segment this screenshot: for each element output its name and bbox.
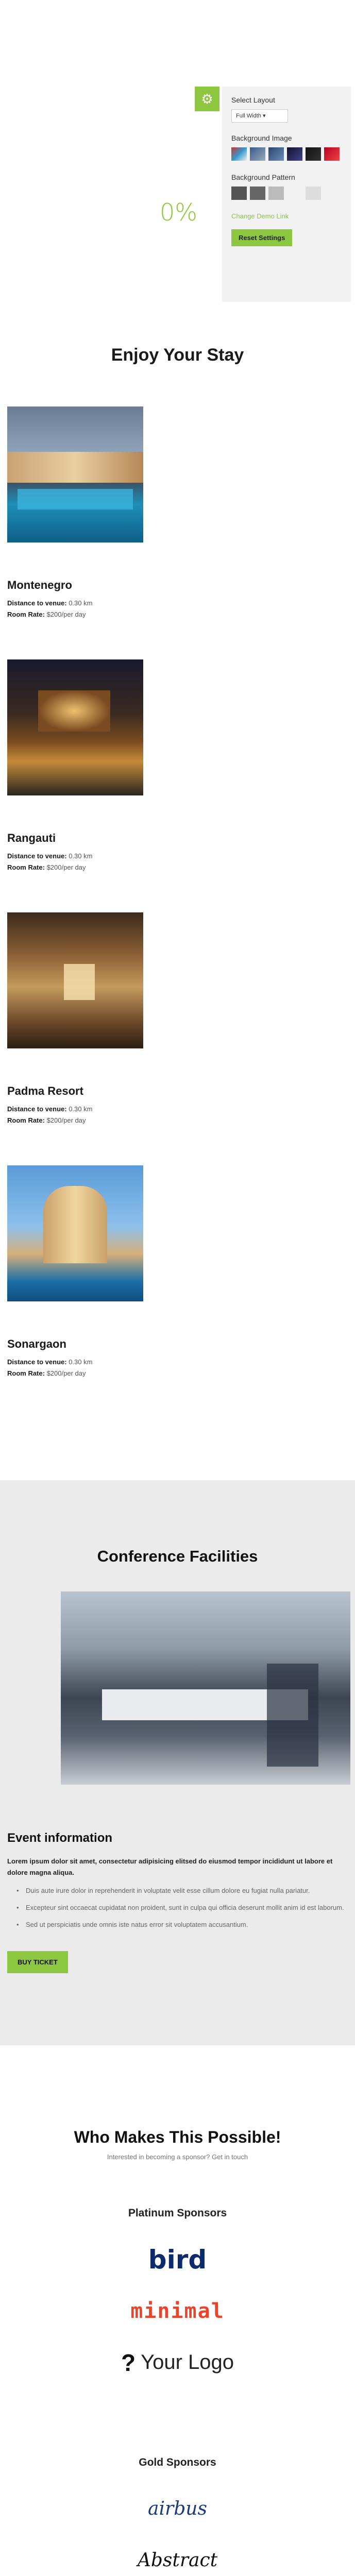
loader-percent: 0% bbox=[160, 198, 197, 226]
style-switcher-panel bbox=[222, 87, 351, 302]
bg-image-option[interactable] bbox=[306, 147, 321, 161]
conference-image bbox=[61, 1591, 350, 1785]
bg-image-option[interactable] bbox=[231, 147, 247, 161]
hotel-card bbox=[7, 659, 348, 871]
layout-label: Select Layout bbox=[231, 96, 275, 104]
change-demo-link[interactable]: Change Demo Link bbox=[231, 212, 289, 220]
event-info-title: Event information bbox=[7, 1831, 113, 1845]
bg-pattern-options bbox=[231, 187, 342, 200]
hotel-card bbox=[7, 912, 348, 1124]
sponsors-section bbox=[0, 2045, 355, 2576]
layout-select[interactable]: Full Width ▾ bbox=[231, 109, 288, 123]
hotel-rate: Room Rate: $200/per day bbox=[7, 1369, 86, 1377]
hotel-image bbox=[7, 406, 143, 543]
conference-title: Conference Facilities bbox=[97, 1547, 258, 1565]
bg-image-option[interactable] bbox=[287, 147, 302, 161]
bg-pattern-label: Background Pattern bbox=[231, 173, 295, 181]
event-bullet-list bbox=[7, 1886, 348, 1930]
bg-pattern-option[interactable] bbox=[287, 187, 302, 200]
bg-pattern-option[interactable] bbox=[231, 187, 247, 200]
reset-settings-button[interactable]: Reset Settings bbox=[231, 229, 292, 246]
bg-image-label: Background Image bbox=[231, 134, 292, 142]
hotel-name: Rangauti bbox=[7, 832, 56, 844]
sponsor-logo-bird[interactable]: bird bbox=[148, 2244, 207, 2275]
hotel-distance: Distance to venue: 0.30 km bbox=[7, 1358, 93, 1366]
gold-title: Gold Sponsors bbox=[139, 2456, 216, 2468]
hotel-rate: Room Rate: $200/per day bbox=[7, 611, 86, 618]
bg-pattern-option[interactable] bbox=[306, 187, 321, 200]
bg-image-option[interactable] bbox=[250, 147, 265, 161]
sponsor-logo-abstract[interactable]: Abstract bbox=[137, 2550, 218, 2571]
hotel-card bbox=[7, 406, 348, 618]
switcher-toggle-button[interactable] bbox=[195, 87, 219, 111]
hotel-image bbox=[7, 912, 143, 1048]
sponsors-title: Who Makes This Possible! bbox=[74, 2127, 281, 2146]
loader-section bbox=[0, 0, 355, 325]
buy-ticket-button[interactable]: BUY TICKET bbox=[7, 1951, 68, 1973]
hotel-name: Montenegro bbox=[7, 579, 72, 591]
hotel-card bbox=[7, 1165, 348, 1377]
list-item: • Duis aute irure dolor in reprehenderit in voluptate velit esse cillum dolore eu fugiat nulla pariatur. bbox=[24, 1886, 348, 1896]
bg-pattern-option[interactable] bbox=[250, 187, 265, 200]
list-item: • Sed ut perspiciatis unde omnis iste natus error sit voluptatem accusantium. bbox=[24, 1920, 348, 1930]
bg-image-option[interactable] bbox=[268, 147, 284, 161]
sponsor-logo-airbus[interactable]: airbus bbox=[148, 2498, 207, 2520]
hotel-distance: Distance to venue: 0.30 km bbox=[7, 1105, 93, 1113]
hotel-image bbox=[7, 1165, 143, 1301]
sponsors-subtitle: Interested in becoming a sponsor? Get in touch bbox=[107, 2153, 248, 2161]
conference-section bbox=[0, 1480, 355, 2045]
sponsor-logo-your-logo[interactable]: ? Your Logo bbox=[121, 2349, 234, 2376]
bg-image-options bbox=[231, 147, 342, 161]
sponsor-logo-minimal[interactable]: minimal bbox=[130, 2299, 225, 2323]
list-item: • Excepteur sint occaecat cupidatat non proident, sunt in culpa qui officia deserunt mollit anim id est laborum. bbox=[24, 1903, 348, 1913]
hotel-distance: Distance to venue: 0.30 km bbox=[7, 852, 93, 860]
hotel-rate: Room Rate: $200/per day bbox=[7, 863, 86, 871]
section-title: Enjoy Your Stay bbox=[111, 345, 244, 365]
hotel-rate: Room Rate: $200/per day bbox=[7, 1116, 86, 1124]
accommodation-section bbox=[0, 325, 355, 1480]
hotel-name: Sonargaon bbox=[7, 1337, 66, 1350]
hotel-image bbox=[7, 659, 143, 795]
hotel-name: Padma Resort bbox=[7, 1084, 83, 1097]
gear-icon: ⚙ bbox=[201, 91, 213, 107]
hotel-distance: Distance to venue: 0.30 km bbox=[7, 599, 93, 607]
platinum-title: Platinum Sponsors bbox=[128, 2207, 227, 2219]
bg-image-option[interactable] bbox=[324, 147, 340, 161]
bg-pattern-option[interactable] bbox=[268, 187, 284, 200]
event-lead-text: Lorem ipsum dolor sit amet, consectetur adipisicing elitsed do eiusmod tempor incididunt ut labore et dolore magna aliqua. bbox=[7, 1857, 333, 1877]
